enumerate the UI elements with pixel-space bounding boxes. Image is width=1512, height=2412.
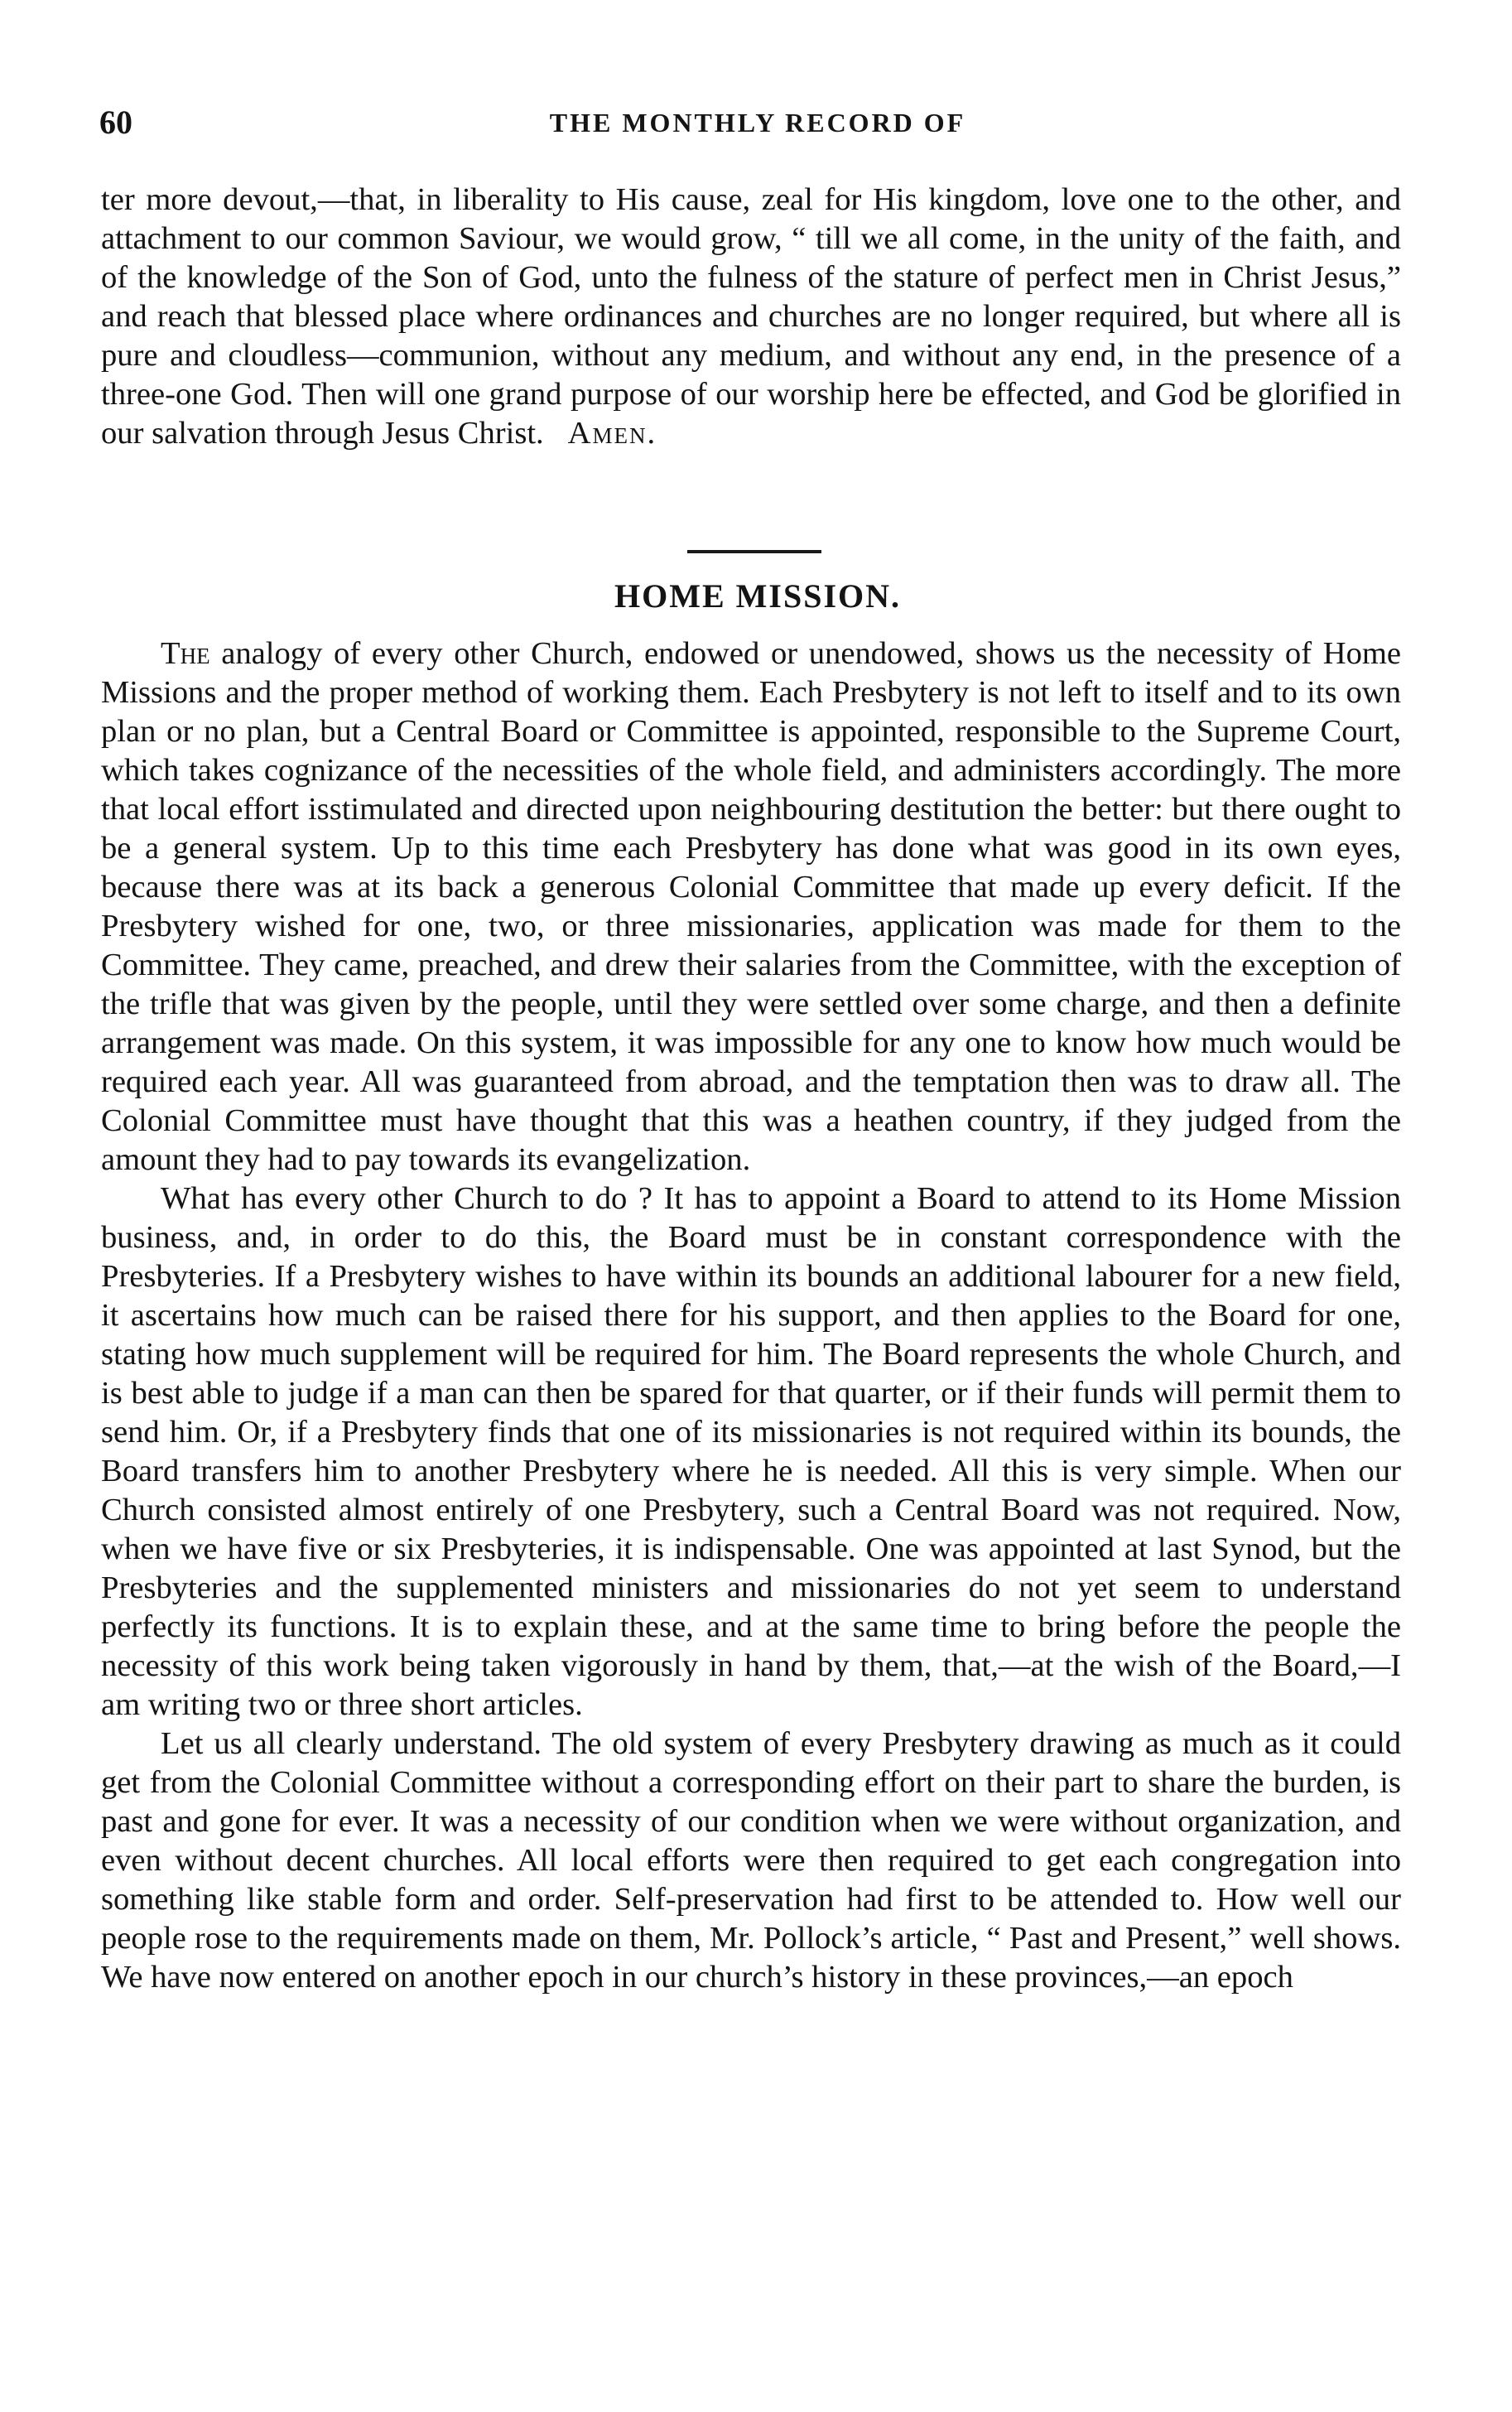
section-heading: HOME MISSION. xyxy=(614,577,902,615)
sermon-final-paragraph xyxy=(101,181,1401,453)
journal-title: THE MONTHLY RECORD OF xyxy=(549,108,966,137)
running-head xyxy=(99,98,1416,147)
sermon-text: ter more devout,—that, in liberality to His cause, zeal for His kingdom, love one to the other, and attachment to our common Saviour, we would grow, “ till we all come, in the unity of the faith, and of the knowledge of the Son of God, unto the fulness of the stature of perfect men in Christ Jesus,” and reach that blessed place where ordinances and churches are no longer required, but where all is pure and cloudless—communion, without any medium, and without any end, in the presence of a three-one God. Then will one grand purpose of our worship here be effected, and God be glorified in our salvation through Jesus Christ. xyxy=(101,182,1401,451)
article-paragraph-3: Let us all clearly understand. The old system of every Presbytery drawing as much as it could get from the Colonial Committee without a corresponding effort on their part to share the burden, is past and gone for ever. It was a necessity of our condition when we were without organization, and even without decent churches. All local efforts were then required to get each congregation into something like stable form and order. Self-preservation had first to be attended to. How well our people rose to the requirements made on them, Mr. Pollock’s article, “ Past and Present,” well shows. We have now entered on another epoch in our church’s history in these provinces,—an epoch xyxy=(101,1726,1401,1995)
article-paragraph-2: What has every other Church to do ? It has to appoint a Board to attend to its Home Mission business, and, in order to do this, the Board must be in constant correspondence with the Presbyteries. If a Presbytery wishes to have within its bounds an additional labourer for a new field, it ascertains how much can be raised there for his support, and then applies to the Board for one, stating how much supplement will be required for him. The Board represents the whole Church, and is best able to judge if a man can then be spared for that quarter, or if their funds will permit them to send him. Or, if a Presbytery finds that one of its missionaries is not required within its bounds, the Board transfers him to another Presbytery where he is needed. All this is very simple. When our Church consisted almost entirely of one Presbytery, such a Central Board was not required. Now, when we have five or six Presbyteries, it is indispensable. One was appointed at last Synod, but the Presbyteries and the supplemented ministers and missionaries do not yet seem to understand perfectly its functions. It is to explain these, and at the same time to bring before the people the necessity of this work being taken vigorously in hand by them, that,—at the wish of the Board,—I am writing two or three short articles. xyxy=(101,1181,1401,1722)
paragraph-text: analogy of every other Church, endowed or unendowed, shows us the necessity of Home Missions and the proper method of working them. Each Presbytery is not left to itself and to its own plan or no plan, but a Central Board or Committee is appointed, responsible to the Supreme Court, which takes cognizance of the necessities of the whole field, and administers accordingly. The more that local effort isstimulated and directed upon neighbouring destitution the better: but there ought to be a general system. Up to this time each Presbytery has done what was good in its own eyes, because there was at its back a generous Colonial Committee that made up every deficit. If the Presbytery wished for one, two, or three missionaries, application was made for them to the Committee. They came, preached, and drew their salaries from the Committee, with the exception of the trifle that was given by the people, until they were settled over some charge, and then a definite arrangement was made. On this system, it was impossible for any one to know how much would be required each year. All was guaranteed from abroad, and the temptation then was to draw all. The Colonial Committee must have thought that this was a heathen country, if they judged from the amount they had to pay towards its evangelization. xyxy=(101,636,1401,1177)
sermon-conclusion xyxy=(101,181,1401,453)
page-number: 60 xyxy=(99,104,132,141)
section-divider-rule xyxy=(687,550,821,553)
home-mission-article xyxy=(101,634,1401,1997)
article-paragraph-1 xyxy=(101,634,1401,1179)
amen-closing: Amen. xyxy=(567,416,657,451)
opening-word: The xyxy=(161,636,210,671)
